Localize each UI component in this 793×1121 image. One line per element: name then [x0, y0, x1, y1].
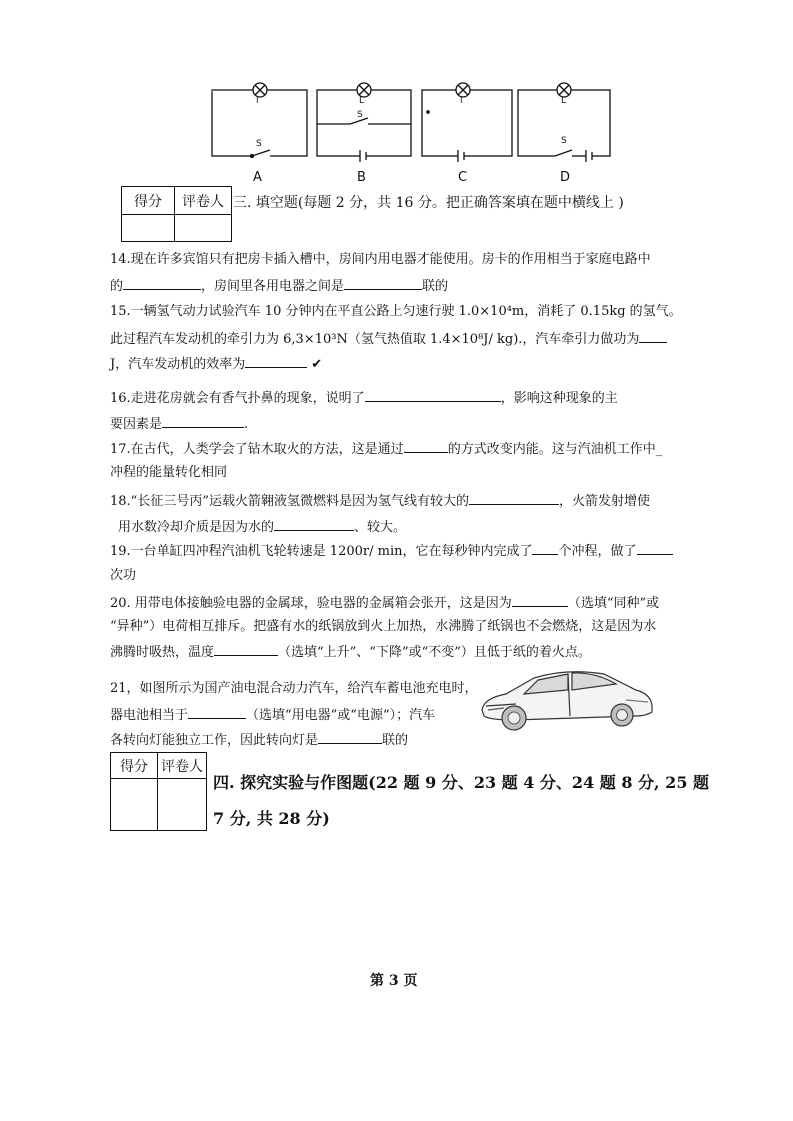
- q18-line2: 用水数冷却介质是因为水的 、较大。: [118, 520, 407, 535]
- q21-line1: 21，如图所示为国产油电混合动力汽车，给汽车蓄电池充电时，: [110, 681, 478, 696]
- circuit-b: [317, 83, 411, 162]
- q21-blank2[interactable]: [318, 731, 382, 744]
- lamp-label-c: l: [460, 96, 463, 106]
- score-cell[interactable]: [122, 215, 175, 242]
- q21-blank1[interactable]: [188, 706, 246, 719]
- q18-blank1[interactable]: [469, 492, 559, 505]
- q17-line2: 冲程的能量转化相同: [110, 465, 228, 480]
- q18-blank2[interactable]: [274, 518, 354, 531]
- section4-title-line2: 7 分, 共 28 分): [213, 809, 330, 828]
- q21-line2: 器电池相当于 （选填“用电器”或“电源”）；汽车: [110, 708, 436, 723]
- q20-line1: 20. 用带电体接触验电器的金属球，验电器的金属箱会张开，这是因为 （选填“同种”或: [110, 596, 660, 611]
- switch-label-a: S: [256, 139, 262, 149]
- switch-label-b: S: [357, 110, 363, 120]
- q19-line2: 次功: [110, 568, 137, 583]
- score-header: 得分: [111, 753, 158, 779]
- q15-blank2[interactable]: [245, 355, 307, 368]
- switch-label-d: S: [561, 136, 567, 146]
- grader-cell[interactable]: [158, 779, 207, 831]
- q16-line2: 要因素是 .: [110, 417, 249, 432]
- q14-line2: 的 ，房间里各用电器之间是 联的: [110, 279, 449, 294]
- score-cell[interactable]: [111, 779, 158, 831]
- q19-blank2[interactable]: [637, 542, 673, 555]
- q20-blank1[interactable]: [512, 594, 568, 607]
- circuit-label-b: B: [357, 170, 366, 185]
- q14-line1: 14.现在许多宾馆只有把房卡插入槽中，房间内用电器才能使用。房卡的作用相当于家庭电路中: [110, 252, 651, 267]
- grader-cell[interactable]: [175, 215, 232, 242]
- q14-blank1[interactable]: [123, 277, 201, 290]
- q20-line2: “异种”）电荷相互排斥。把盛有水的纸锅放到火上加热，水沸腾了纸锅也不会燃烧，这是因为水: [110, 619, 657, 634]
- score-table-section3: [121, 186, 232, 242]
- q18-line1: 18.“长征三号丙”运载火箭翱液氢微燃料是因为氢气线有较大的 ，火箭发射增使: [110, 494, 650, 509]
- lamp-label-d: L: [561, 96, 567, 106]
- hybrid-car-image: [476, 660, 656, 735]
- score-header: 得分: [122, 187, 175, 215]
- q15-line1: 15.一辆氢气动力试验汽车 10 分钟内在平直公路上匀速行驶 1.0×10⁴m，消耗了 0.15kg 的氢气。: [110, 304, 682, 319]
- q15-line2: 此过程汽车发动机的牵引力为 6,3×10³N（氢气热值取 1.4×10⁸J/ kg).，汽车牵引力做功为: [110, 330, 667, 348]
- grader-header: 评卷人: [175, 187, 232, 215]
- q16-blank1[interactable]: [365, 389, 501, 402]
- q19-line1: 19.一台单缸四冲程汽油机飞轮转速是 1200r/ min，它在每秒钟内完成了 个冲程，做了: [110, 542, 673, 560]
- page-number: 第 3 页: [370, 973, 418, 989]
- q19-blank1[interactable]: [532, 542, 558, 555]
- circuit-label-d: D: [560, 170, 571, 185]
- q16-line1: 16.走进花房就会有香气扑鼻的现象，说明了 ，影响这种现象的主: [110, 391, 618, 406]
- q20-line3: 沸腾时吸热，温度 （选填“上升”、“下降”或“不变”）且低于纸的着火点。: [110, 645, 591, 660]
- circuit-label-a: A: [253, 170, 262, 185]
- q15-blank1[interactable]: [639, 330, 667, 343]
- score-table-section4: [110, 752, 207, 831]
- q17-blank1[interactable]: [404, 440, 448, 453]
- q15-line3: J，汽车发动机的效率为 ✔: [110, 357, 323, 372]
- q21-line3: 各转向灯能独立工作，因此转向灯是 联的: [110, 733, 409, 748]
- check-mark-icon: ✔: [311, 357, 323, 372]
- q20-blank2[interactable]: [214, 643, 278, 656]
- section4-title-line1: 四. 探究实验与作图题(22 题 9 分、23 题 4 分、24 题 8 分, 25 题: [213, 773, 710, 792]
- q14-blank2[interactable]: [344, 277, 422, 290]
- q16-blank2[interactable]: [162, 415, 244, 428]
- q17-line1: 17.在古代，人类学会了钻木取火的方法，这是通过 的方式改变内能。这与汽油机工作中_: [110, 442, 663, 457]
- section3-title: 三. 填空题(每题 2 分，共 16 分。把正确答案填在题中横线上 ): [233, 195, 624, 211]
- circuit-diagrams: [200, 76, 620, 188]
- lamp-label-a: l: [256, 96, 259, 106]
- circuit-label-c: C: [458, 170, 468, 185]
- lamp-label-b: L: [359, 96, 365, 106]
- circuit-d: [518, 83, 610, 162]
- circuit-c: [422, 83, 512, 162]
- grader-header: 评卷人: [158, 753, 207, 779]
